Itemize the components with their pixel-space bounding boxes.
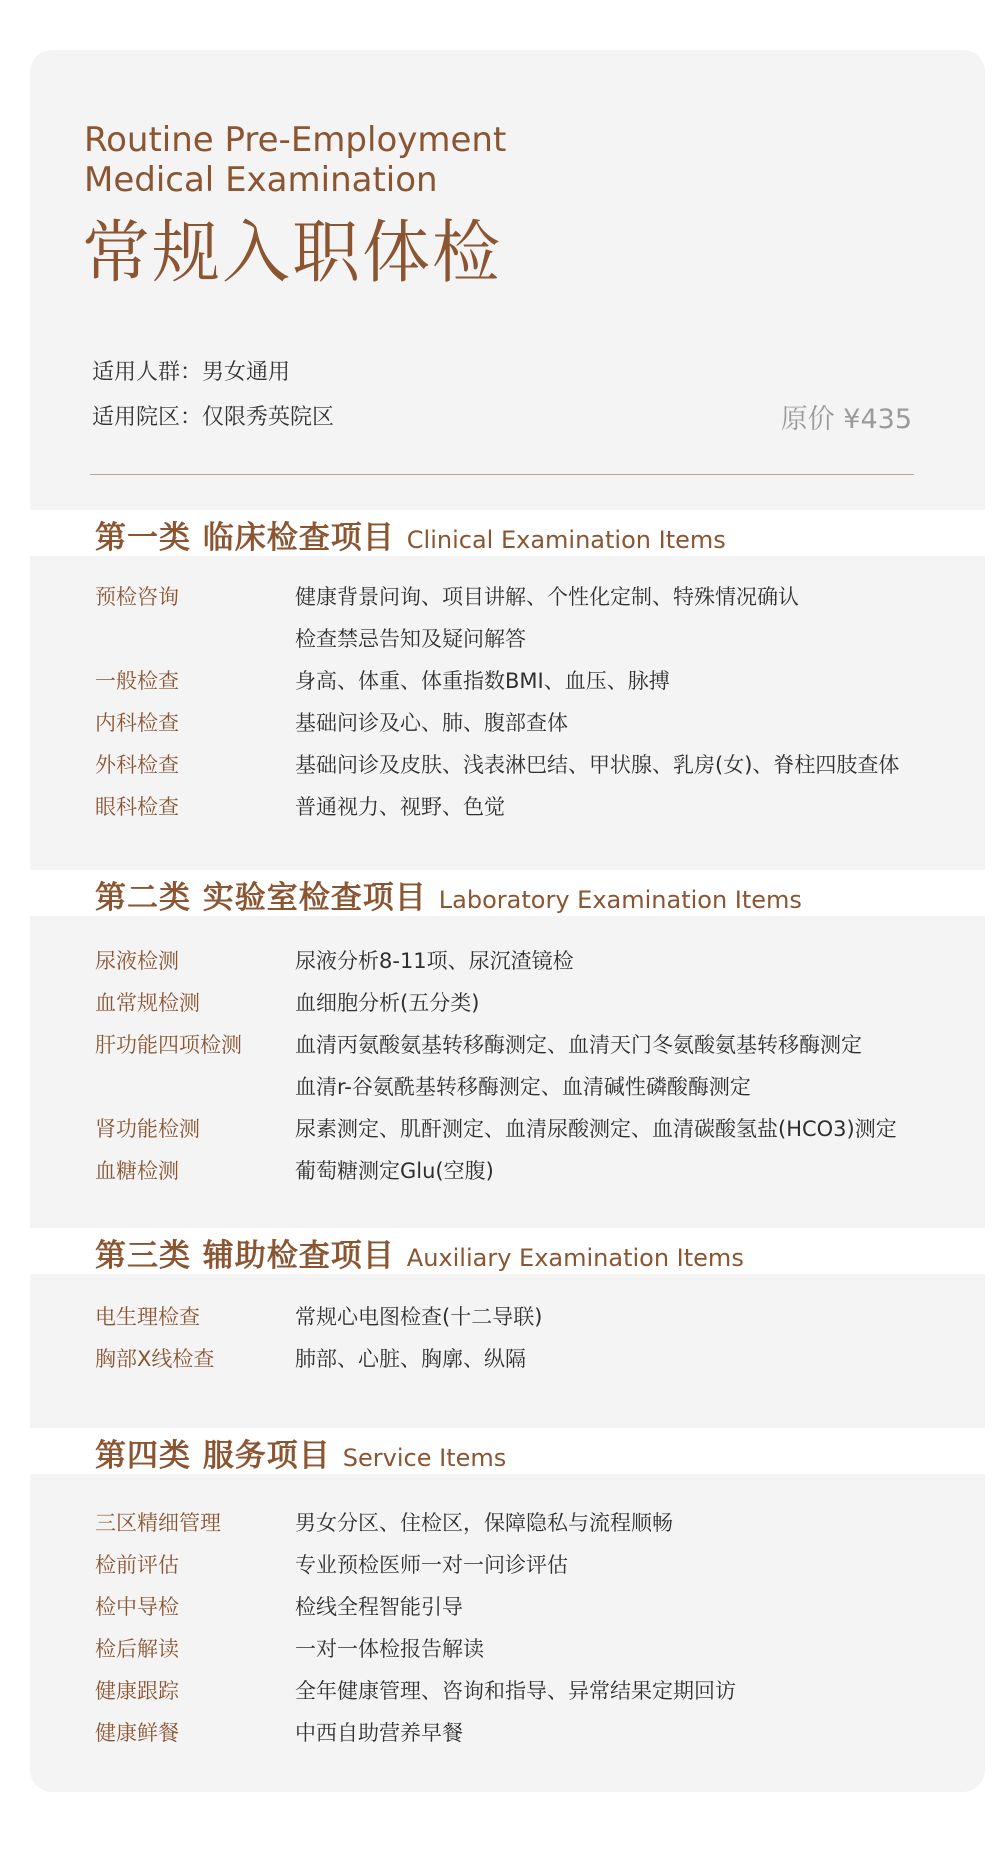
table-row — [95, 582, 975, 624]
section-title-cn: 第四类 服务项目 — [95, 1438, 331, 1474]
item-desc: 专业预检医师一对一问诊评估 — [295, 1553, 568, 1577]
item-desc: 常规心电图检查(十二导联) — [295, 1305, 543, 1329]
item-label: 血常规检测 — [95, 991, 200, 1015]
table-row — [95, 1676, 975, 1718]
table-row — [95, 666, 975, 708]
table-row — [95, 1718, 975, 1760]
item-desc: 普通视力、视野、色觉 — [295, 795, 505, 819]
table-row — [95, 1550, 975, 1592]
table-row — [95, 1592, 975, 1634]
item-label: 电生理检查 — [95, 1305, 200, 1329]
table-row — [95, 1634, 975, 1676]
table-row — [95, 1508, 975, 1550]
item-desc: 身高、体重、体重指数BMI、血压、脉搏 — [295, 669, 670, 693]
section-title-cn: 第二类 实验室检查项目 — [95, 880, 427, 916]
divider — [90, 474, 914, 475]
item-desc: 男女分区、住检区，保障隐私与流程顺畅 — [295, 1511, 673, 1535]
item-label: 血糖检测 — [95, 1159, 179, 1183]
item-label: 预检咨询 — [95, 585, 179, 609]
section-title-cn: 第一类 临床检查项目 — [95, 520, 395, 556]
item-desc: 血细胞分析(五分类) — [295, 991, 480, 1015]
item-desc: 葡萄糖测定Glu(空腹) — [295, 1159, 494, 1183]
item-label: 尿液检测 — [95, 949, 179, 973]
original-price: 原价 ¥435 — [780, 404, 912, 435]
item-label: 一般检查 — [95, 669, 179, 693]
item-label: 检前评估 — [95, 1553, 179, 1577]
item-label: 肾功能检测 — [95, 1117, 200, 1141]
item-label: 胸部X线检查 — [95, 1347, 215, 1371]
title-english-line1: Routine Pre-Employment — [84, 120, 507, 160]
section-heading-auxiliary — [95, 1230, 744, 1275]
item-label: 健康跟踪 — [95, 1679, 179, 1703]
item-desc: 检查禁忌告知及疑问解答 — [295, 627, 526, 651]
item-desc: 一对一体检报告解读 — [295, 1637, 484, 1661]
table-row — [95, 792, 975, 834]
item-desc: 血清丙氨酸氨基转移酶测定、血清天门冬氨酸氨基转移酶测定 — [295, 1033, 862, 1057]
item-label: 内科检查 — [95, 711, 179, 735]
item-desc: 全年健康管理、咨询和指导、异常结果定期回访 — [295, 1679, 736, 1703]
section-title-en: Clinical Examination Items — [406, 526, 726, 554]
item-desc: 肺部、心脏、胸廓、纵隔 — [295, 1347, 526, 1371]
table-row — [95, 708, 975, 750]
section-heading-service — [95, 1430, 506, 1475]
table-row — [95, 624, 975, 666]
section-heading-laboratory — [95, 872, 802, 917]
title-english-line2: Medical Examination — [84, 160, 438, 200]
table-row — [95, 1344, 975, 1386]
table-row — [95, 988, 975, 1030]
section-title-en: Service Items — [342, 1444, 507, 1472]
table-row — [95, 946, 975, 988]
item-label: 健康鲜餐 — [95, 1721, 179, 1745]
item-label: 肝功能四项检测 — [95, 1033, 242, 1057]
title-chinese: 常规入职体检 — [82, 214, 503, 293]
item-desc: 血清r-谷氨酰基转移酶测定、血清碱性磷酸酶测定 — [295, 1075, 751, 1099]
title-english — [84, 120, 506, 200]
item-desc: 检线全程智能引导 — [295, 1595, 463, 1619]
item-desc: 基础问诊及皮肤、浅表淋巴结、甲状腺、乳房(女)、脊柱四肢查体 — [295, 753, 900, 777]
table-row — [95, 1156, 975, 1198]
section-title-en: Auxiliary Examination Items — [406, 1244, 744, 1272]
item-label: 三区精细管理 — [95, 1511, 221, 1535]
item-label: 检后解读 — [95, 1637, 179, 1661]
section-title-cn: 第三类 辅助检查项目 — [95, 1238, 395, 1274]
item-label: 外科检查 — [95, 753, 179, 777]
table-row — [95, 1114, 975, 1156]
item-desc: 健康背景问询、项目讲解、个性化定制、特殊情况确认 — [295, 585, 799, 609]
table-row — [95, 1072, 975, 1114]
item-label: 眼科检查 — [95, 795, 179, 819]
table-row — [95, 1302, 975, 1344]
campus-text: 适用院区：仅限秀英院区 — [92, 405, 335, 430]
item-desc: 基础问诊及心、肺、腹部查体 — [295, 711, 568, 735]
table-row — [95, 1030, 975, 1072]
item-desc: 尿液分析8-11项、尿沉渣镜检 — [295, 949, 574, 973]
section-title-en: Laboratory Examination Items — [438, 886, 802, 914]
section-heading-clinical — [95, 512, 726, 557]
audience-text: 适用人群：男女通用 — [92, 360, 291, 385]
item-desc: 尿素测定、肌酐测定、血清尿酸测定、血清碳酸氢盐(HCO3)测定 — [295, 1117, 897, 1141]
item-label: 检中导检 — [95, 1595, 179, 1619]
table-row — [95, 750, 975, 792]
item-desc: 中西自助营养早餐 — [295, 1721, 463, 1745]
